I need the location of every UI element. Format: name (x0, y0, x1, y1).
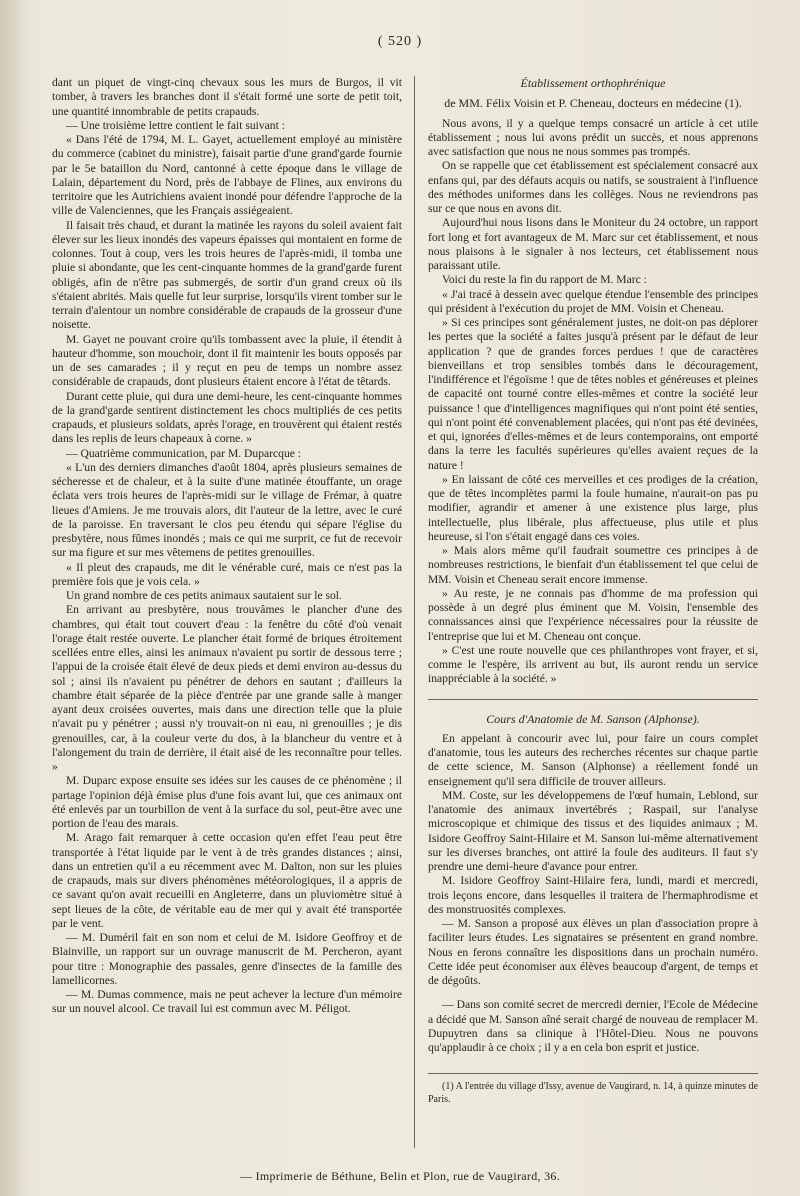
paragraph: — Quatrième communication, par M. Duparcque : (66, 446, 302, 460)
paragraph: » En laissant de côté ces merveilles et ces prodiges de la création, que de têtes incomplètes parmi la foule humaine, n'aurait-on pas pu modifier, agrandir et amener à une existence plus large, plus intellectuelle, plus libérale, plus affectueuse, plus utile et plus heureuse, si l'on s'était engagé dans ces voies. (428, 472, 758, 543)
paragraph: M. Arago fait remarquer à cette occasion qu'en effet l'eau peut être transportée à l'état liquide par le vent à de très grandes distances ; ainsi, dans un entretien qu'il a eu récemment avec M. Dalton, non sur les pluies de crapauds, mais sur divers phénomènes météorologiques, il a appris de ce savant qu'on avait recueilli en Angleterre, dans un pluviomètre situé à sept lieues de la côte, de véritable eau de mer qui y avait été transportée par le vent. (52, 831, 402, 930)
left-column (52, 76, 402, 1156)
paragraph: M. Duparc expose ensuite ses idées sur les causes de ce phénomène ; il partage l'opinion déjà émise plus d'une fois avant lui, que ces animaux ont été enlevés par un tourbillon de vent à la surface du sol, peut-être avec une portion de l'eau des marais. (52, 774, 402, 830)
paragraph: M. Isidore Geoffroy Saint-Hilaire fera, lundi, mardi et mercredi, trois leçons encore, dans lesquelles il traitera de l'hermaphrodisme et des monstruosités complexes. (428, 874, 758, 916)
section-byline: de MM. Félix Voisin et P. Cheneau, docteurs en médecine (1). (444, 96, 742, 111)
paragraph: « L'un des derniers dimanches d'août 1804, après plusieurs semaines de sécheresse et de chaleur, et à la suite d'une matinée étouffante, un orage éclata vers trois heures de l'après-midi sur le village de Frémar, à quatre lieues d'Amiens. Je me trouvais alors, dit l'auteur de la lettre, avec le curé de la paroisse. En traversant le clos peu étendu qui sépare l'église du presbytère, nous fûmes inondés ; mais ce qui me surprit, ce fut de recevoir sur ma figure et sur mes vêtemens de petites grenouilles. (52, 460, 402, 560)
page-binding-shadow (0, 0, 26, 1196)
paragraph: Voici du reste la fin du rapport de M. Marc : (442, 273, 647, 287)
paragraph: — M. Dumas commence, mais ne peut achever la lecture d'un mémoire sur un nouvel alcool. Ce travail lui est commun avec M. Péligot. (52, 988, 402, 1016)
paragraph: « Dans l'été de 1794, M. L. Gayet, actuellement employé au ministère du commerce (cabinet du ministre), faisait partie d'une grand'garde fournie par le 5e bataillon du Nord, cantonné à cette époque dans le village de Lalain, département du Nord, près de l'abbaye de Flines, aux environs du territoire que les Autrichiens avaient inondé pour défendre l'approche de la ville de Valenciennes, que les Français assiégeaient. (52, 133, 402, 218)
paragraph: Un grand nombre de ces petits animaux sautaient sur le sol. (66, 589, 342, 602)
paragraph: On se rappelle que cet établissement est spécialement consacré aux enfans qui, par des défauts acquis ou natifs, se soustraient à l'influence des méthodes uniformes dans les collèges. Nous ne reviendrons pas sur ce que nous en avons dit. (428, 159, 758, 215)
footnote-rule (428, 1073, 758, 1074)
paragraph: En appelant à concourir avec lui, pour faire un cours complet d'anatomie, tous les auteurs des recherches récentes sur chaque partie de cette science, M. Sanson (Alphonse) a réellement fondé un enseignement qu'il sera difficile de trouver ailleurs. (428, 731, 758, 788)
paragraph: — Une troisième lettre contient le fait suivant : (66, 118, 285, 132)
column-divider (414, 76, 415, 1148)
section-title-orthophrenique: Établissement orthophrénique (520, 76, 666, 90)
paragraph: Il faisait très chaud, et durant la matinée les rayons du soleil avaient fait élever sur les lieux inondés des vapeurs épaisses qui montaient en forme de colonnes. Tout à coup, vers les trois heures de l'après-midi, il tomba une pluie si abondante, que les cent-cinquante hommes de la grand'garde furent obligés, afin de n'être pas submergés, de sortir d'un grand creux où ils s'étaient abrités. Mais quelle fut leur surprise, lorsqu'ils virent tomber sur le terrain d'alentour un nombre considérable de crapauds de la grosseur d'une noisette. (52, 218, 402, 332)
paragraph: Durant cette pluie, qui dura une demi-heure, les cent-cinquante hommes de la grand'garde sentirent distinctement les chocs multipliés de ces petits crapauds, et plusieurs soldats, après l'orage, en trouvèrent qui étaient restés dans les replis de leurs chapeaux à corne. » (52, 389, 402, 446)
page-number: ( 520 ) (377, 34, 423, 49)
paragraph: Aujourd'hui nous lisons dans le Moniteur du 24 octobre, un rapport fort long et fort avantageux de M. Marc sur cet établissement, et nous nous plaisons à le signaler à nos lecteurs, cet établissement nous paraissant utile. (428, 216, 758, 272)
paragraph: MM. Coste, sur les développemens de l'œuf humain, Leblond, sur l'anatomie des animaux invertébrés ; Raspail, sur l'analyse microscopique et chimique des tissus et des liquides animaux ; M. Isidore Geoffroy Saint-Hilaire et M. Sanson lui-même alternativement sur les diverses branches, ont attiré la foule des auditeurs. Il faut s'y prendre une demi-heure d'avance pour entrer. (428, 788, 758, 873)
paragraph: Nous avons, il y a quelque temps consacré un article à cet utile établissement ; nous lui avons prédit un succès, et nous apprenons avec satisfaction que nous ne nous sommes pas trompés. (428, 116, 758, 158)
paragraph: M. Gayet ne pouvant croire qu'ils tombassent avec la pluie, il étendit à hauteur d'homme, son mouchoir, dont il fit maintenir les bouts opposés par un de ses camarades ; il y reçut en peu de temps un nombre assez considérable de crapauds, dont plusieurs étaient encore à l'état de têtards. (52, 332, 402, 389)
paragraph: » C'est une route nouvelle que ces philanthropes vont frayer, et si, comme le l'espère, ils arrivent au but, ils auront rendu un service inappréciable à la société. » (428, 643, 758, 686)
paragraph: En arrivant au presbytère, nous trouvâmes le plancher d'une des chambres, qui était tout couvert d'eau : la fenêtre du côté d'où venait l'orage était restée ouverte. Le plancher était formé de briques étroitement scellées entre elles, ainsi les animaux n'avaient pu sortir de dessous terre ; l'appui de la croisée était élevé de deux pieds et demi environ au-dessus du sol ; ainsi ils n'avaient pu pénétrer de dehors en sautant ; d'ailleurs la chambre était séparée de la pièce d'entrée par une grande salle à manger ayant deux croisées ouvertes, mais dans une direction telle que la pluie n'avait pu y pénétrer ; aussi n'y trouvait-on ni eau, ni grenouilles ; je dis grenouilles, car, à la couleur verte du dos, à la blancheur du ventre et à l'alongement du train de derrière, il était aisé de les reconnaître pour telles. » (52, 603, 402, 773)
section-title-anatomie: Cours d'Anatomie de M. Sanson (Alphonse). (486, 711, 700, 726)
section-separator (428, 699, 758, 700)
paragraph: — M. Duméril fait en son nom et celui de M. Isidore Geoffroy et de Blainville, un rapport sur un ouvrage manuscrit de M. Percheron, ayant pour titre : Monographie des passales, genre d'insectes de la famille des lamellicornes. (52, 931, 402, 987)
spacer (428, 988, 758, 998)
paragraph: « J'ai tracé à dessein avec quelque étendue l'ensemble des principes qui président à l'exécution du projet de MM. Voisin et Cheneau. (428, 287, 758, 315)
printer-imprint: — Imprimerie de Béthune, Belin et Plon, rue de Vaugirard, 36. (239, 1169, 560, 1183)
paragraph: dant un piquet de vingt-cinq chevaux sous les murs de Burgos, il vit tomber, à travers les branches dont il s'était formé une sorte de petit toit, une quantité innombrable de petits crapauds. (52, 76, 402, 118)
paragraph: » Mais alors même qu'il faudrait soumettre ces principes à de nombreuses restrictions, le bienfait d'un établissement tel que celui de MM. Voisin et Cheneau serait encore immense. (428, 544, 758, 586)
paragraph: « Il pleut des crapauds, me dit le vénérable curé, mais ce n'est pas la première fois que je vois cela. » (52, 560, 402, 588)
paragraph: — M. Sanson a proposé aux élèves un plan d'association propre à faciliter leurs études. Les signataires se présentent en grand nombre. Nous en ferons connaître les dispositions dans un prochain numéro. Cette idée peut économiser aux élèves beaucoup d'argent, de temps et de dégoûts. (428, 917, 758, 987)
right-column (428, 76, 758, 1156)
paragraph: — Dans son comité secret de mercredi dernier, l'Ecole de Médecine a décidé que M. Sanson aîné serait chargé de nouveau de remplacer M. Dupuytren dans sa clinique à l'Hôtel-Dieu. Nous ne pouvons qu'applaudir à ce choix ; il y a en cela bon esprit et justice. (428, 998, 758, 1054)
paragraph: » Si ces principes sont généralement justes, ne doit-on pas déplorer les pertes que la société a faites jusqu'à présent par le défaut de leur application ? que de grandes forces perdues ! que de caractères bienveillans et trop sensibles tombés dans le découragement, l'indifférence et l'égoïsme ! que de têtes nobles et généreuses et pleines de capacité ont tourné contre elles-mêmes et contre la société leur puissance ! que d'intelligences magnifiques qui n'ont point été senties, qui n'ont point été convenablement placées, qui n'ont pas été devinées, et qui, ignorées d'elles-mêmes et de leurs contemporains, ont emporté dans la terre les facultés supérieures qu'elles avaient reçues de la nature ! (428, 316, 758, 472)
footnote: (1) A l'entrée du village d'Issy, avenue de Vaugirard, n. 14, à quinze minutes de Paris. (428, 1081, 758, 1106)
paragraph: » Au reste, je ne connais pas d'homme de ma profession qui possède à un degré plus éminent que M. Voisin, l'ensemble des connaissances ainsi que l'expérience nécessaires pour la réussite de l'entreprise que lui et M. Cheneau ont conçue. (428, 586, 758, 643)
